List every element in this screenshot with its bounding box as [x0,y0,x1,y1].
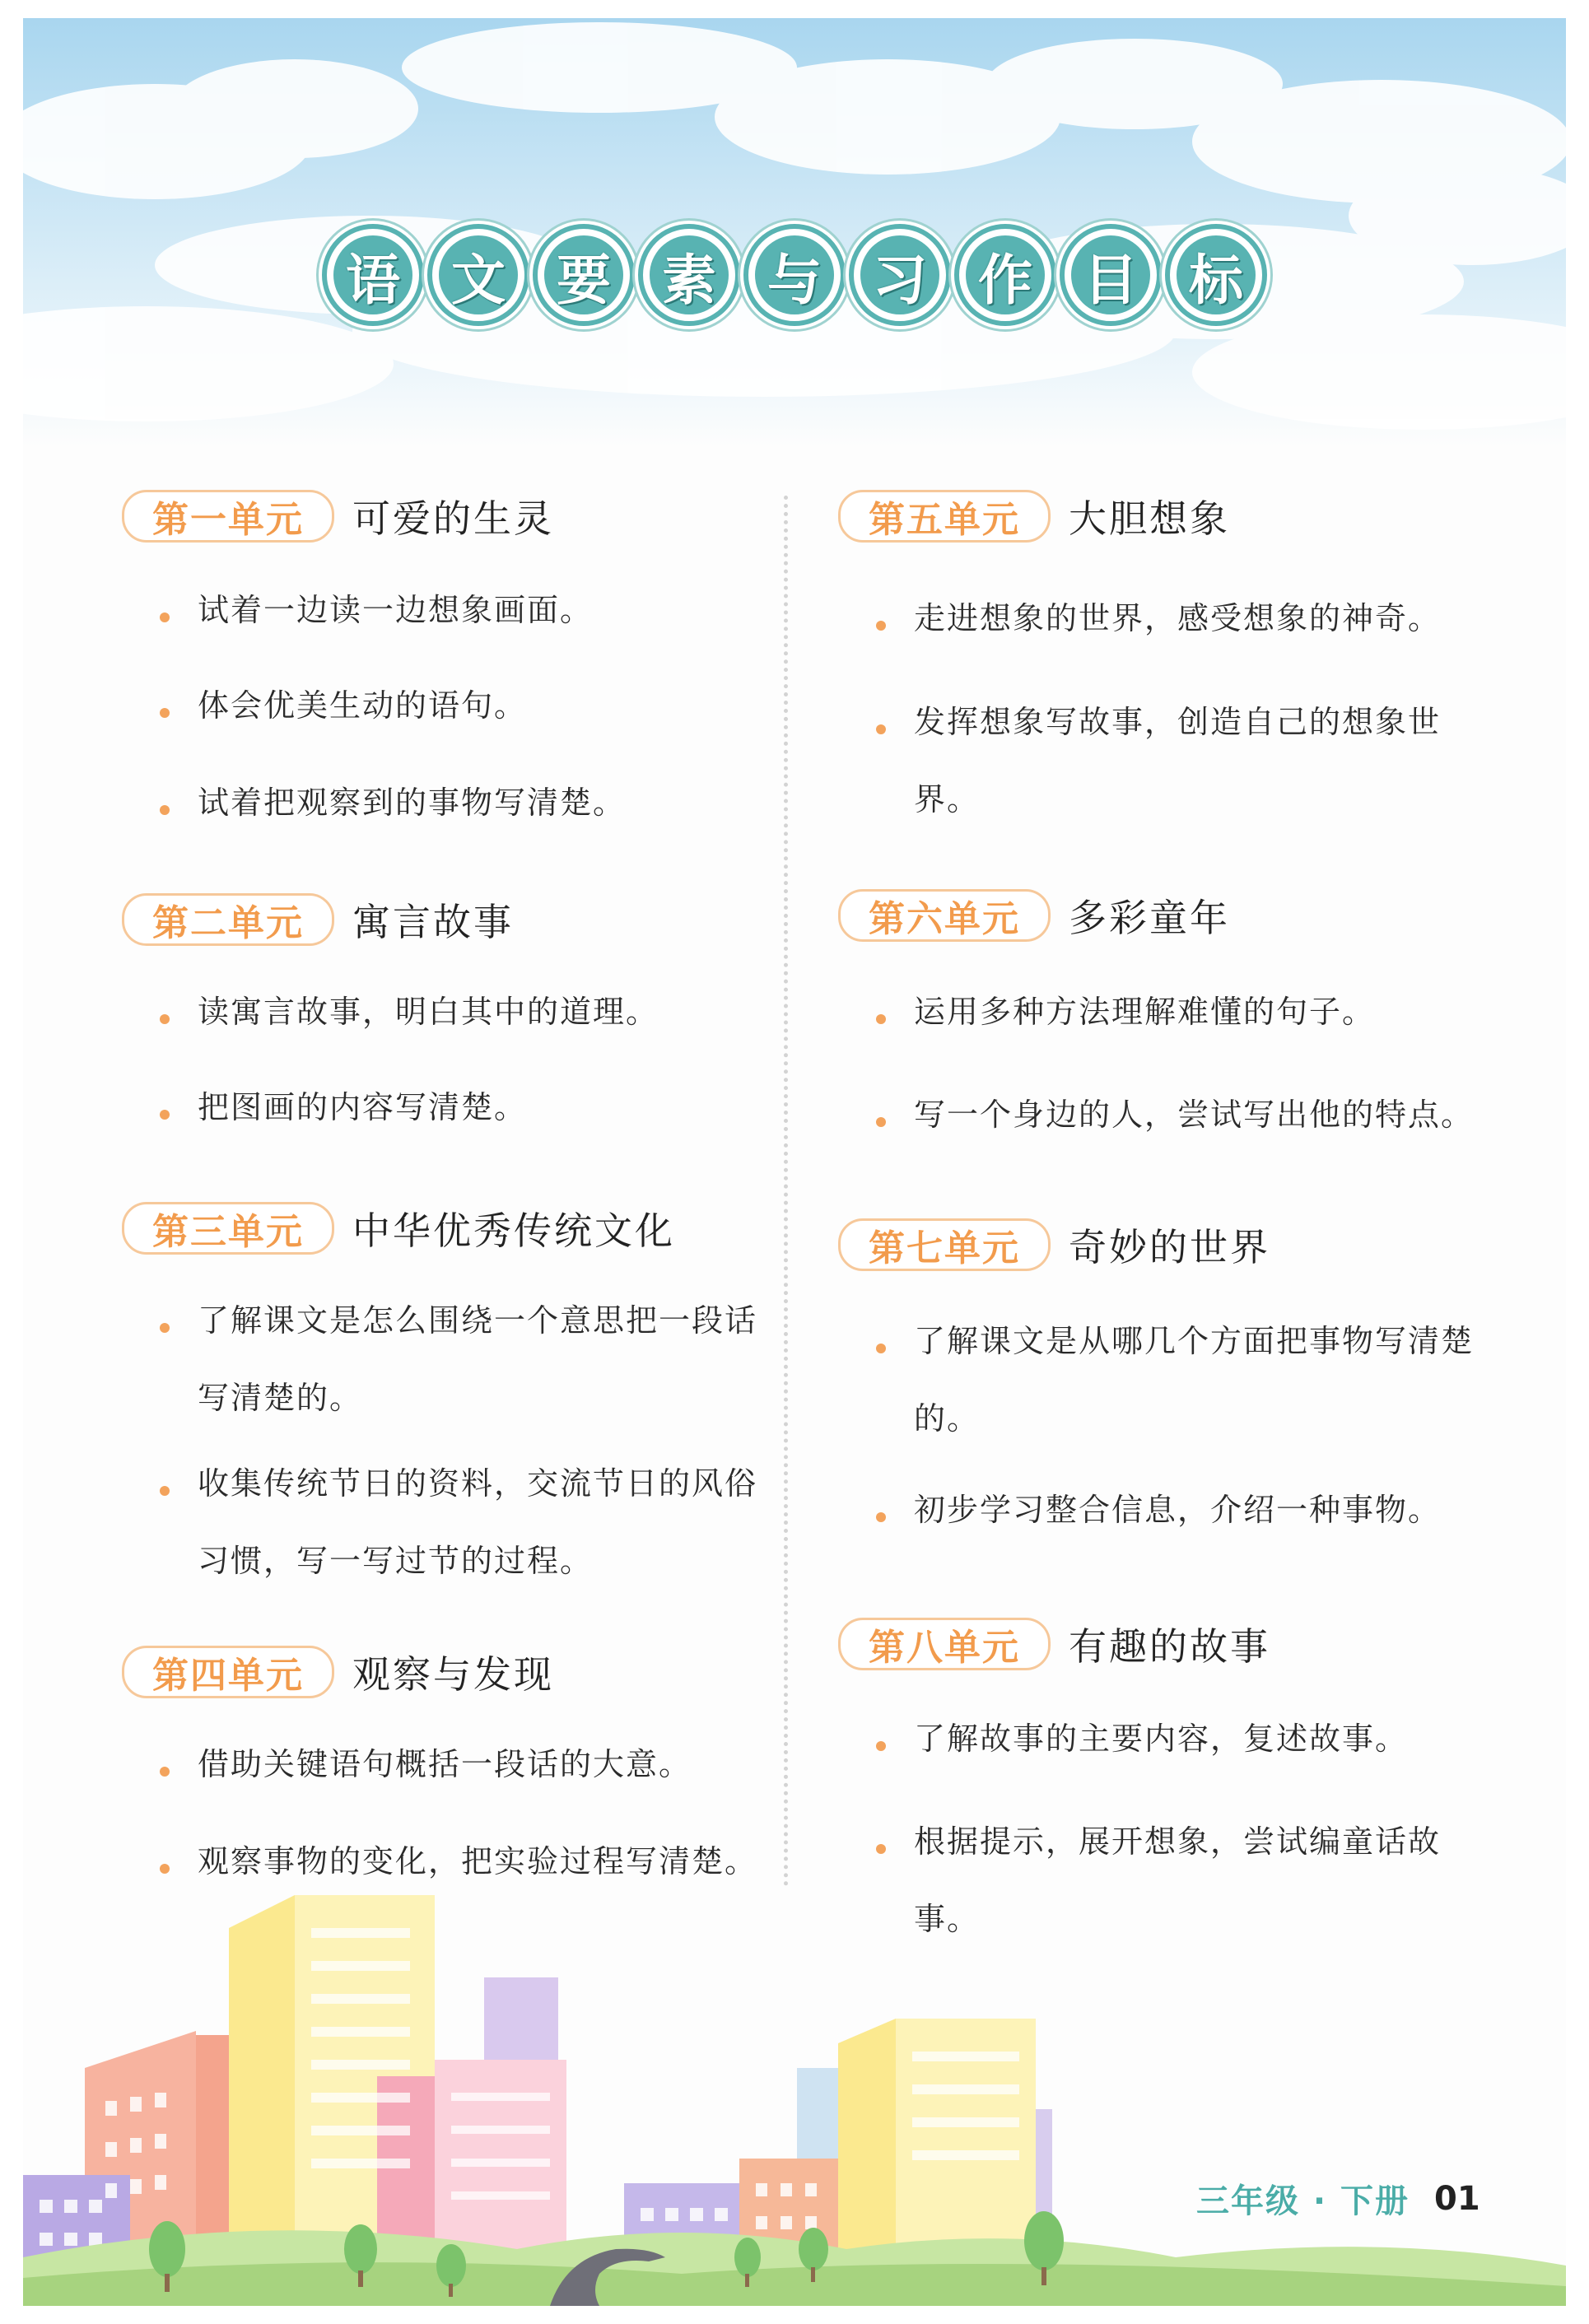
bullet-dot [160,1486,170,1496]
unit-badge: 第二单元 [122,893,334,946]
unit-title: 中华优秀传统文化 [352,1209,675,1253]
unit-header [838,487,1513,545]
unit-title: 可爱的生灵 [352,496,554,541]
title-char: 作 [966,235,1045,314]
title-char: 标 [1177,235,1256,314]
unit-title: 有趣的故事 [1069,1624,1270,1669]
title-char: 习 [860,235,939,314]
page-footer [1196,2175,1480,2222]
unit-header [122,1643,797,1701]
title-char-circle [427,224,529,326]
bullet-dot [160,1014,170,1024]
title-char: 语 [333,235,412,314]
item-text: 借助关键语句概括一段话的大意。 [198,1746,692,1782]
unit-section-4 [122,1643,797,1879]
unit-header [122,891,797,948]
item-text: 了解课文是怎么围绕一个意思把一段话写清楚的。 [198,1302,758,1416]
title-char: 目 [1071,235,1150,314]
title-char: 文 [439,235,518,314]
item-text: 发挥想象写故事，创造自己的想象世界。 [914,704,1442,817]
unit-header [122,1199,797,1257]
unit-section-5 [838,487,1513,817]
unit-title: 寓言故事 [352,900,514,944]
item-text: 收集传统节日的资料，交流节日的风俗习惯，写一写过节的过程。 [198,1465,758,1579]
page-number: 01 [1434,2179,1480,2218]
unit-section-7 [838,1216,1513,1528]
bullet-dot [876,1014,886,1024]
title-char: 与 [755,235,834,314]
unit-title: 观察与发现 [352,1652,554,1697]
item-text: 写一个身边的人，尝试写出他的特点。 [914,1097,1475,1133]
item-text: 初步学习整合信息，介绍一种事物。 [914,1492,1442,1528]
column-divider [784,496,788,1887]
bullet-dot [876,1344,886,1353]
title-char-circle [954,224,1056,326]
grade-label: 三年级 · 下册 [1196,2182,1410,2220]
unit-badge: 第六单元 [838,889,1051,942]
title-char-circle [1060,224,1162,326]
city-skyline-illustration [23,1862,1566,2306]
item-text: 试着把观察到的事物写清楚。 [198,785,627,821]
unit-section-3 [122,1199,797,1579]
unit-section-2 [122,891,797,1125]
item-text: 把图画的内容写清楚。 [198,1089,528,1125]
item-text: 了解故事的主要内容，复述故事。 [914,1721,1409,1757]
unit-title: 大胆想象 [1069,496,1230,541]
bullet-dot [160,708,170,718]
unit-badge: 第三单元 [122,1202,334,1255]
item-text: 读寓言故事，明白其中的道理。 [198,994,659,1030]
bullet-dot [876,1741,886,1751]
bullet-dot [160,612,170,622]
title-char-circle [533,224,635,326]
unit-title: 多彩童年 [1069,896,1230,940]
unit-badge: 第四单元 [122,1646,334,1698]
bullet-dot [160,1323,170,1333]
unit-section-1 [122,487,797,821]
item-text: 运用多种方法理解难懂的句子。 [914,994,1376,1030]
title-char: 素 [650,235,729,314]
bullet-dot [160,1110,170,1120]
unit-section-8 [838,1615,1513,1937]
bullet-dot [160,1767,170,1777]
unit-badge: 第一单元 [122,490,334,543]
item-text: 试着一边读一边想象画面。 [198,592,594,628]
item-text: 观察事物的变化，把实验过程写清楚。 [198,1843,758,1879]
item-text: 了解课文是从哪几个方面把事物写清楚的。 [914,1323,1475,1437]
bullet-dot [876,724,886,734]
unit-header [838,1615,1513,1673]
unit-badge: 第七单元 [838,1218,1051,1271]
bullet-dot [876,1117,886,1127]
bullet-dot [876,1512,886,1522]
unit-title: 奇妙的世界 [1069,1225,1270,1269]
bullet-dot [160,805,170,815]
title-char-circle [849,224,951,326]
title-char-circle [1165,224,1267,326]
page-title [23,224,1566,326]
bullet-dot [876,621,886,631]
item-text: 根据提示，展开想象，尝试编童话故事。 [914,1823,1442,1937]
item-text: 体会优美生动的语句。 [198,687,528,724]
title-char-circle [743,224,846,326]
unit-badge: 第八单元 [838,1618,1051,1670]
unit-header [122,487,797,545]
unit-header [838,887,1513,944]
page [23,18,1566,2306]
unit-header [838,1216,1513,1274]
unit-badge: 第五单元 [838,490,1051,543]
title-char-circle [322,224,424,326]
title-char-circle [638,224,740,326]
title-char: 要 [544,235,623,314]
item-text: 走进想象的世界，感受想象的神奇。 [914,600,1442,636]
unit-section-6 [838,887,1513,1133]
bullet-dot [876,1844,886,1854]
